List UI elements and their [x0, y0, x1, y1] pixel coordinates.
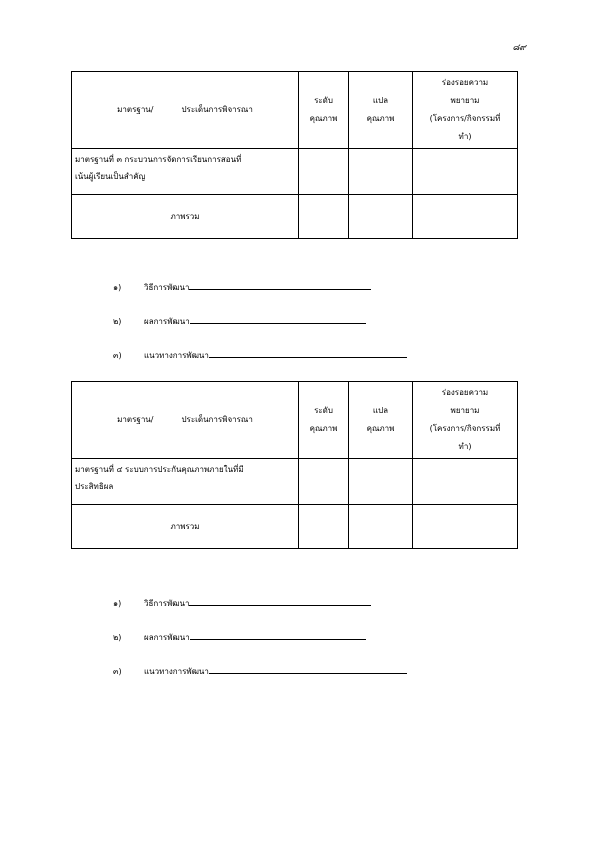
evaluation-table-1 — [71, 71, 518, 239]
standard-cell: มาตรฐานที่ ๓ กระบวนการจัดการเรียนการสอนที่ เน้นผู้เรียนเป็นสำคัญ — [72, 149, 299, 195]
table-row — [72, 149, 518, 195]
overall-cell: ภาพรวม — [72, 505, 299, 549]
fill-line[interactable] — [209, 665, 407, 674]
list-item: ๒) ผลการพัฒนา — [113, 631, 366, 644]
table-header-row — [72, 382, 518, 459]
effort-cell[interactable] — [413, 459, 518, 505]
table-row — [72, 459, 518, 505]
header-standard: มาตรฐาน/ — [117, 105, 154, 114]
table-row — [72, 505, 518, 549]
header-effort: ร่องรอยความ พยายาม (โครงการ/กิจกรรมที่ ทำ) — [413, 72, 518, 149]
list-item: ๑) วิธีการพัฒนา — [113, 597, 371, 610]
fill-line[interactable] — [190, 315, 366, 324]
header-effort: ร่องรอยความ พยายาม (โครงการ/กิจกรรมที่ ทำ) — [413, 382, 518, 459]
list-item: ๓) แนวทางการพัฒนา — [113, 665, 407, 678]
list-item: ๓) แนวทางการพัฒนา — [113, 349, 407, 362]
header-issue: ประเด็นการพิจารณา — [181, 415, 253, 424]
standard-cell: มาตรฐานที่ ๔ ระบบการประกันคุณภาพภายในที่มี ประสิทธิผล — [72, 459, 299, 505]
effort-cell[interactable] — [413, 149, 518, 195]
fill-line[interactable] — [189, 281, 371, 290]
header-translation: แปล คุณภาพ — [349, 72, 413, 149]
translation-cell[interactable] — [349, 149, 413, 195]
effort-cell[interactable] — [413, 195, 518, 239]
header-standard: มาตรฐาน/ — [117, 415, 154, 424]
fill-line[interactable] — [189, 597, 371, 606]
quality-level-cell[interactable] — [299, 459, 349, 505]
page-number: ๘๙ — [512, 43, 526, 53]
header-standard-issue — [72, 72, 299, 149]
fill-line[interactable] — [190, 631, 366, 640]
header-standard-issue — [72, 382, 299, 459]
header-quality-level: ระดับ คุณภาพ — [299, 72, 349, 149]
header-issue: ประเด็นการพิจารณา — [181, 105, 253, 114]
quality-level-cell[interactable] — [299, 149, 349, 195]
evaluation-table-2 — [71, 381, 518, 549]
translation-cell[interactable] — [349, 195, 413, 239]
quality-level-cell[interactable] — [299, 195, 349, 239]
header-translation: แปล คุณภาพ — [349, 382, 413, 459]
table-header-row — [72, 72, 518, 149]
translation-cell[interactable] — [349, 505, 413, 549]
quality-level-cell[interactable] — [299, 505, 349, 549]
fill-line[interactable] — [209, 349, 407, 358]
translation-cell[interactable] — [349, 459, 413, 505]
header-quality-level: ระดับ คุณภาพ — [299, 382, 349, 459]
list-item: ๒) ผลการพัฒนา — [113, 315, 366, 328]
overall-cell: ภาพรวม — [72, 195, 299, 239]
list-item: ๑) วิธีการพัฒนา — [113, 281, 371, 294]
effort-cell[interactable] — [413, 505, 518, 549]
table-row — [72, 195, 518, 239]
